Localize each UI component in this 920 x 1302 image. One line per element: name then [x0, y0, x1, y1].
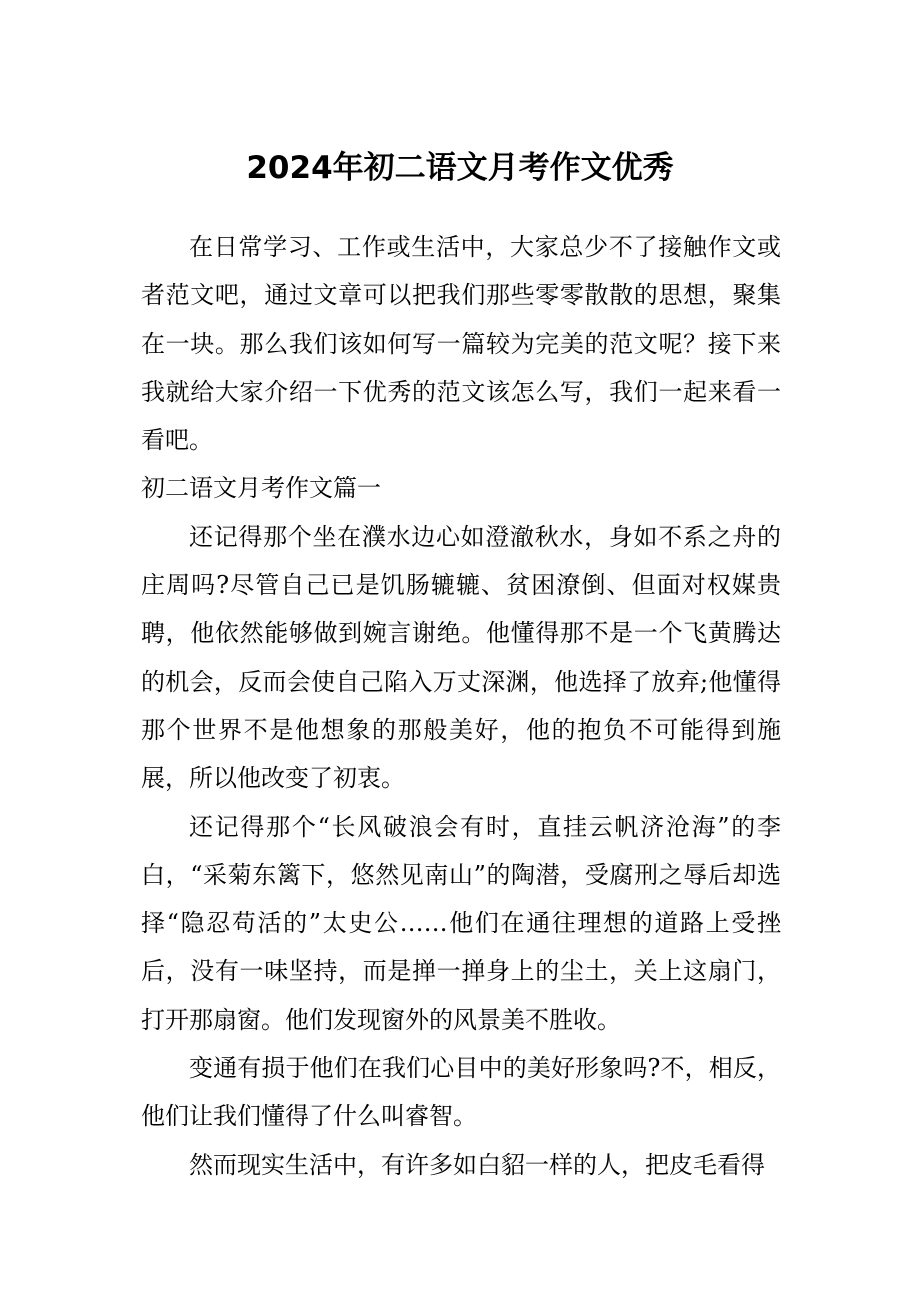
section-heading: 初二语文月考作文篇一: [141, 474, 381, 503]
body-paragraph-2: 还记得那个“长风破浪会有时，直挂云帆济沧海”的李白，“采菊东篱下，悠然见南山”的陶潜，受腐刑之辱后却选择“隐忍苟活的”太史公……他们在通往理想的道路上受挫后，没有一味坚持，而是掸一掸身上的尘土，关上这扇门，打开那扇窗。他们发现窗外的风景美不胜收。: [141, 812, 781, 1034]
document-title: 2024年初二语文月考作文优秀: [246, 150, 674, 186]
body-paragraph-1: 还记得那个坐在濮水边心如澄澈秋水，身如不系之舟的庄周吗?尽管自己已是饥肠辘辘、贫困潦倒、但面对权媒贵聘，他依然能够做到婉言谢绝。他懂得那不是一个飞黄腾达的机会，反而会使自己陷入万丈深渊，他选择了放弃;他懂得那个世界不是他想象的那般美好，他的抱负不可能得到施展，所以他改变了初衷。: [141, 522, 781, 793]
body-paragraph-4: 然而现实生活中，有许多如白貂一样的人，把皮毛看得: [189, 1150, 765, 1179]
document-body: [141, 223, 781, 1189]
intro-paragraph: 在日常学习、工作或生活中，大家总少不了接触作文或者范文吧，通过文章可以把我们那些零零散散的思想，聚集在一块。那么我们该如何写一篇较为完美的范文呢？接下来我就给大家介绍一下优秀的范文该怎么写，我们一起来看一看吧。: [141, 233, 781, 455]
body-paragraph-3: 变通有损于他们在我们心目中的美好形象吗?不，相反，他们让我们懂得了什么叫睿智。: [141, 1054, 781, 1131]
